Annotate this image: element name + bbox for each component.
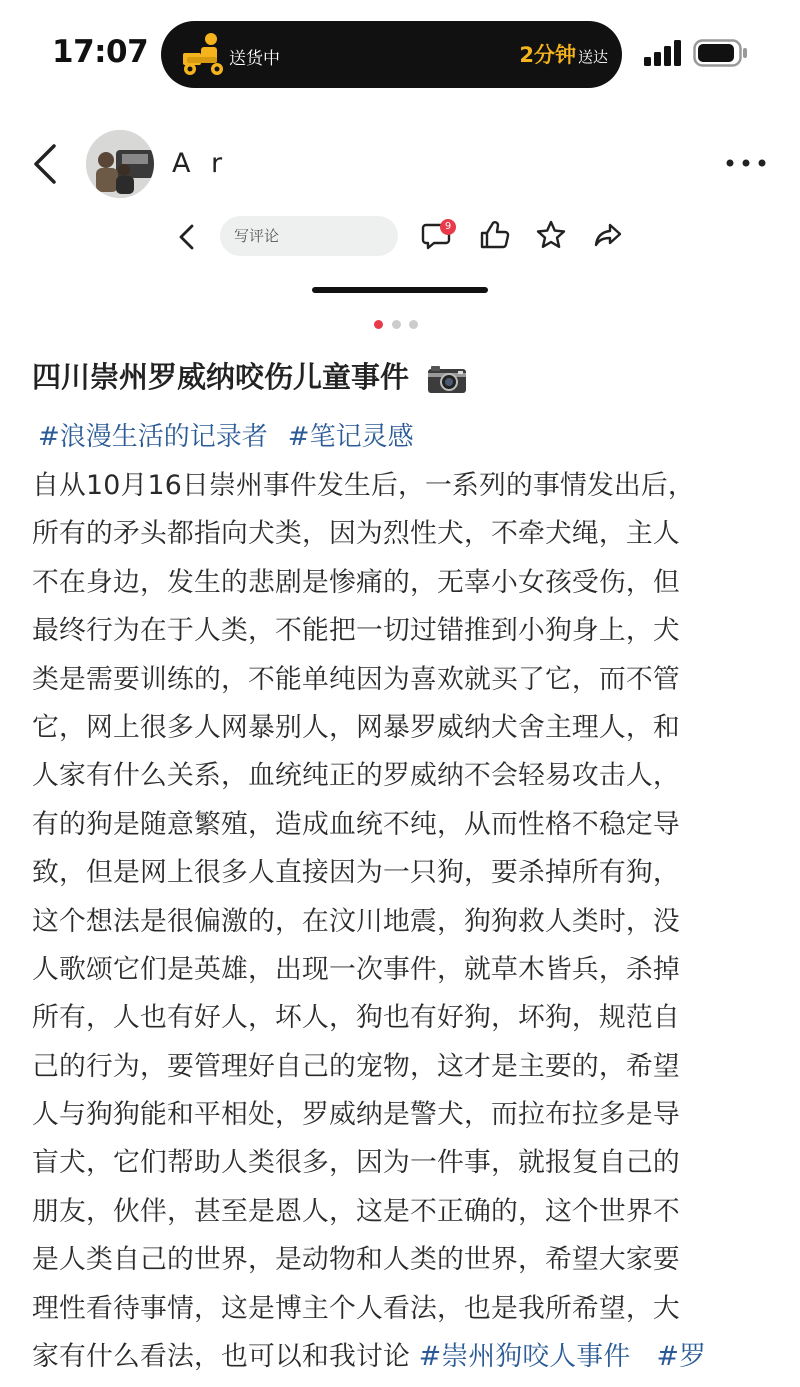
post-tags xyxy=(38,416,434,453)
body-line: 最终行为在于人类，不能把一切过错推到小狗身上，犬 xyxy=(32,615,680,647)
image-page-indicator xyxy=(374,320,424,330)
comment-count-badge: 9 xyxy=(440,219,456,235)
body-line: 所有的矛头都指向犬类，因为烈性犬，不牵犬绳，主人 xyxy=(32,518,680,550)
hashtag-link[interactable]: #崇州狗咬人事件 xyxy=(418,1341,631,1373)
post-title xyxy=(32,355,467,396)
action-bar xyxy=(0,210,800,266)
avatar[interactable] xyxy=(86,130,154,198)
more-dots-icon[interactable] xyxy=(724,148,768,178)
share-icon[interactable] xyxy=(591,218,625,252)
body-last-line xyxy=(32,1333,767,1381)
body-line: 理性看待事情，这是博主个人看法，也是我所希望，大 xyxy=(32,1292,680,1324)
body-line: 人与狗狗能和平相处，罗威纳是警犬，而拉布拉多是导 xyxy=(32,1099,680,1131)
hashtag-link[interactable]: #罗 xyxy=(656,1341,707,1373)
delivery-rider-icon xyxy=(177,29,229,79)
post-title-text: 四川崇州罗威纳咬伤儿童事件 xyxy=(32,360,410,394)
home-indicator[interactable] xyxy=(312,287,488,293)
body-line: 朋友，伙伴，甚至是恩人，这是不正确的，这个世界不 xyxy=(32,1195,680,1227)
page-dot xyxy=(409,320,418,329)
body-line: 这个想法是很偏激的，在汶川地震，狗狗救人类时，没 xyxy=(32,905,680,937)
body-line: 致，但是网上很多人直接因为一只狗，要杀掉所有狗， xyxy=(32,857,680,889)
thumb-up-icon[interactable] xyxy=(477,218,511,252)
body-line: 有的狗是随意繁殖，造成血统不纯，从而性格不稳定导 xyxy=(32,808,680,840)
tag-link[interactable]: #浪漫生活的记录者 xyxy=(38,422,268,452)
body-line: 它，网上很多人网暴别人，网暴罗威纳犬舍主理人，和 xyxy=(32,711,680,743)
page-dot-active xyxy=(374,320,383,329)
camera-emoji-icon xyxy=(427,364,467,394)
dynamic-island-delivery[interactable] xyxy=(161,21,622,88)
body-line: 人歌颂它们是英雄，出现一次事件，就草木皆兵，杀掉 xyxy=(32,953,680,985)
delivery-status-label: 送货中 xyxy=(229,49,280,69)
comment-input[interactable]: 写评论 xyxy=(220,216,398,256)
tag-link[interactable]: #笔记灵感 xyxy=(287,422,414,452)
status-time: 17:07 xyxy=(52,34,149,70)
delivery-eta xyxy=(519,39,608,69)
avatar-photo-icon xyxy=(86,130,154,198)
body-line: 人家有什么关系，血统纯正的罗威纳不会轻易攻击人， xyxy=(32,760,680,792)
status-bar xyxy=(0,0,800,108)
page-dot xyxy=(392,320,401,329)
body-line-text: 家有什么看法，也可以和我讨论 xyxy=(32,1341,410,1373)
star-icon[interactable] xyxy=(534,218,568,252)
body-line: 盲犬，它们帮助人类很多，因为一件事，就报复自己的 xyxy=(32,1147,680,1179)
post-body xyxy=(32,462,767,1381)
body-line: 是人类自己的世界，是动物和人类的世界，希望大家要 xyxy=(32,1244,680,1276)
username[interactable]: A r xyxy=(172,148,229,179)
body-line: 所有，人也有好人，坏人，狗也有好狗，坏狗，规范自 xyxy=(32,1002,680,1034)
body-line: 己的行为，要管理好自己的宠物，这才是主要的，希望 xyxy=(32,1050,680,1082)
eta-number: 2分钟 xyxy=(519,43,576,67)
cellular-signal-icon xyxy=(644,40,684,66)
body-line: 类是需要训练的，不能单纯因为喜欢就买了它，而不管 xyxy=(32,663,680,695)
body-line: 自从10月16日崇州事件发生后，一系列的事情发出后， xyxy=(32,470,695,501)
eta-suffix: 送达 xyxy=(577,48,608,66)
chevron-left-icon[interactable] xyxy=(174,222,200,252)
body-line: 不在身边，发生的悲剧是惨痛的，无辜小女孩受伤，但 xyxy=(32,566,680,598)
back-icon[interactable] xyxy=(28,142,64,186)
battery-icon xyxy=(693,39,749,67)
